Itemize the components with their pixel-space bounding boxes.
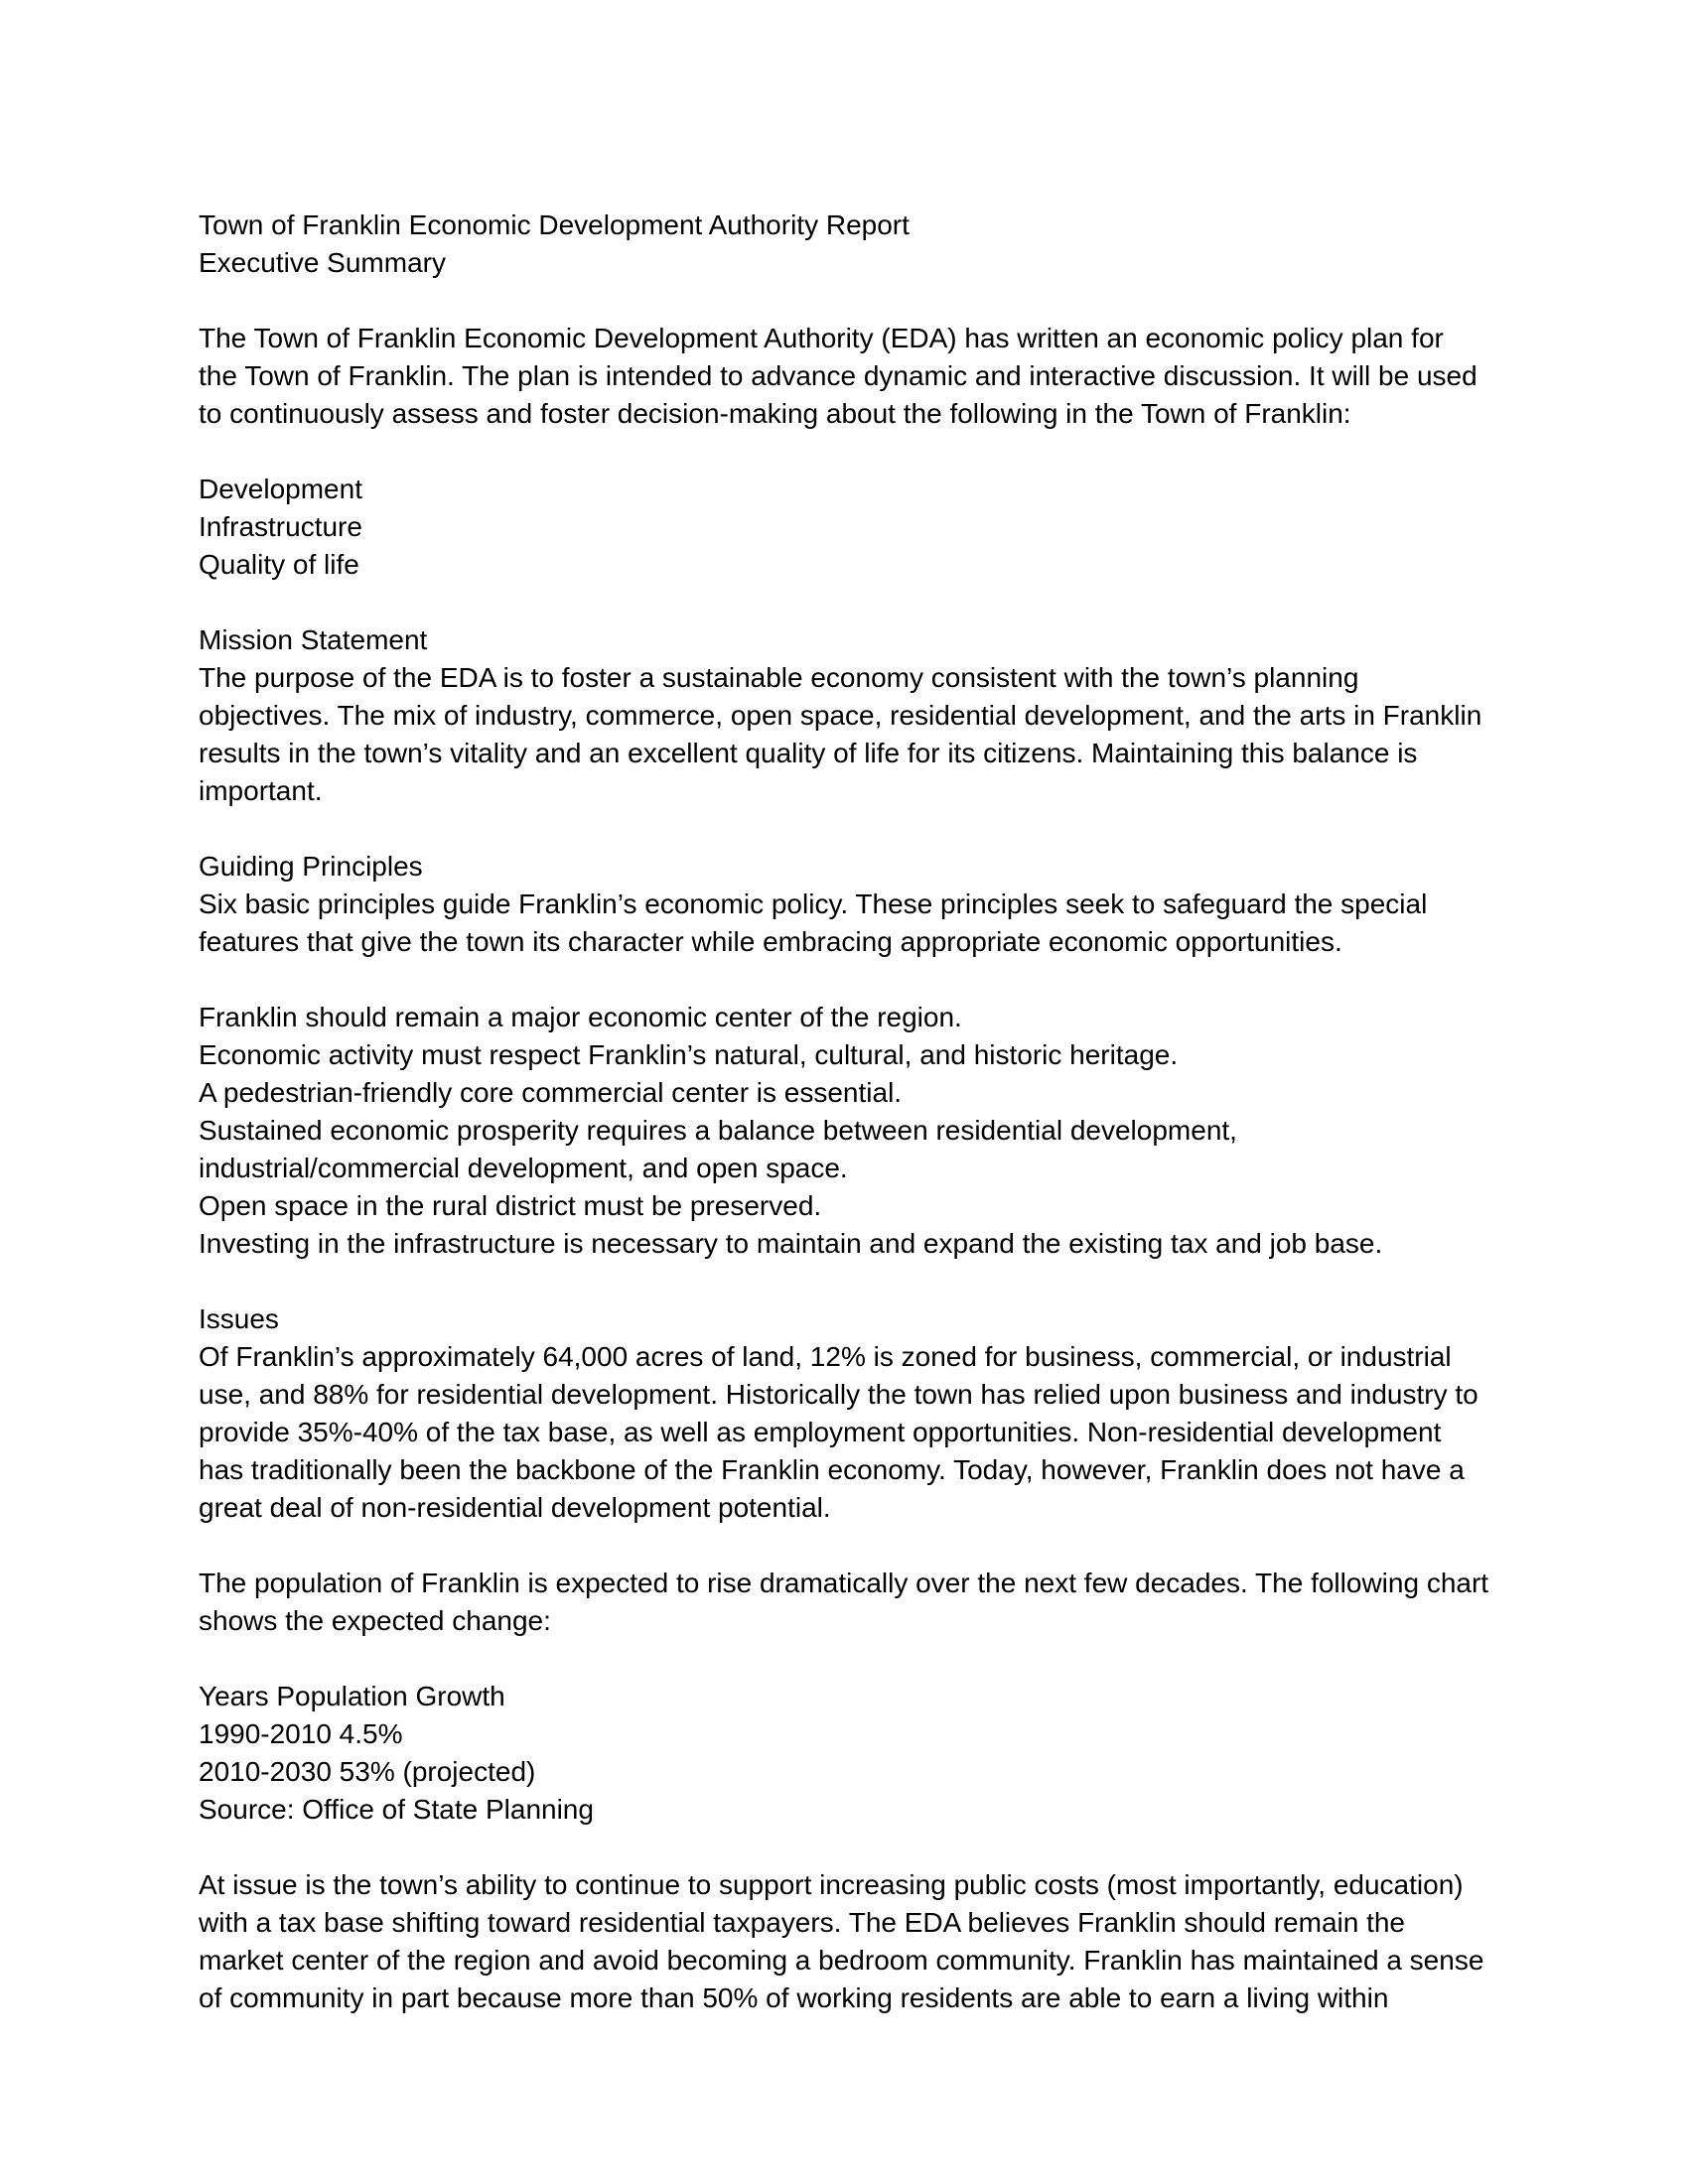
principle-item: Open space in the rural district must be preserved. — [199, 1190, 822, 1221]
closing-paragraph: At issue is the town’s ability to continue to support increasing public costs (most importantly, education) with a tax base shifting toward residential taxpayers. The EDA believes Franklin should remain the market center of the region and avoid becoming a bedroom community. Franklin has maintained a sense of community in part because more than 50% of working residents are able to earn a living within — [199, 1869, 1484, 2013]
principles-heading: Guiding Principles — [199, 851, 423, 882]
report-title: Town of Franklin Economic Development Authority Report — [199, 209, 910, 240]
principle-item: Franklin should remain a major economic center of the region. — [199, 1002, 962, 1032]
principle-item: Investing in the infrastructure is necessary to maintain and expand the existing tax and job base. — [199, 1228, 1383, 1259]
focus-item-quality-of-life: Quality of life — [199, 549, 359, 580]
principle-item: Economic activity must respect Franklin’s natural, cultural, and historic heritage. — [199, 1039, 1179, 1070]
principle-item: Sustained economic prosperity requires a balance between residential development, industrial/commercial development, and open space. — [199, 1115, 1237, 1183]
focus-list — [199, 471, 1489, 584]
focus-item-development: Development — [199, 474, 362, 504]
intro-paragraph: The Town of Franklin Economic Development Authority (EDA) has written an economic policy plan for the Town of Franklin. The plan is intended to advance dynamic and interactive discussion. It will be used to continuously assess and foster decision-making about the following in the Town of Franklin: — [199, 323, 1477, 429]
growth-table-header: Years Population Growth — [199, 1681, 505, 1711]
growth-table-source: Source: Office of State Planning — [199, 1794, 594, 1825]
issues-section — [199, 1300, 1489, 1527]
principles-list — [199, 999, 1489, 1263]
growth-table-row: 2010-2030 53% (projected) — [199, 1756, 536, 1787]
population-paragraph: The population of Franklin is expected to rise dramatically over the next few decades. The following chart shows the expected change: — [199, 1568, 1489, 1636]
growth-table — [199, 1678, 1489, 1829]
growth-table-row: 1990-2010 4.5% — [199, 1718, 403, 1749]
principles-section — [199, 848, 1489, 961]
issues-heading: Issues — [199, 1303, 279, 1334]
mission-body: The purpose of the EDA is to foster a sustainable economy consistent with the town’s planning objectives. The mix of industry, commerce, open space, residential development, and the arts in Franklin results in the town’s vitality and an excellent quality of life for its citizens. Maintaining this balance is important. — [199, 662, 1482, 806]
report-title-block — [199, 206, 1489, 282]
mission-heading: Mission Statement — [199, 624, 428, 655]
issues-body: Of Franklin’s approximately 64,000 acres of land, 12% is zoned for business, commercial, or industrial use, and 88% for residential development. Historically the town has relied upon business and industry to provide 35%-40% of the tax base, as well as employment opportunities. Non-residential development has traditionally been the backbone of the Franklin economy. Today, however, Franklin does not have a great deal of non-residential development potential. — [199, 1341, 1478, 1523]
principles-intro: Six basic principles guide Franklin’s economic policy. These principles seek to safeguard the special features that give the town its character while embracing appropriate economic opportunities. — [199, 888, 1428, 957]
report-subtitle: Executive Summary — [199, 247, 446, 278]
focus-item-infrastructure: Infrastructure — [199, 511, 362, 542]
mission-section — [199, 621, 1489, 810]
principle-item: A pedestrian-friendly core commercial center is essential. — [199, 1077, 903, 1108]
